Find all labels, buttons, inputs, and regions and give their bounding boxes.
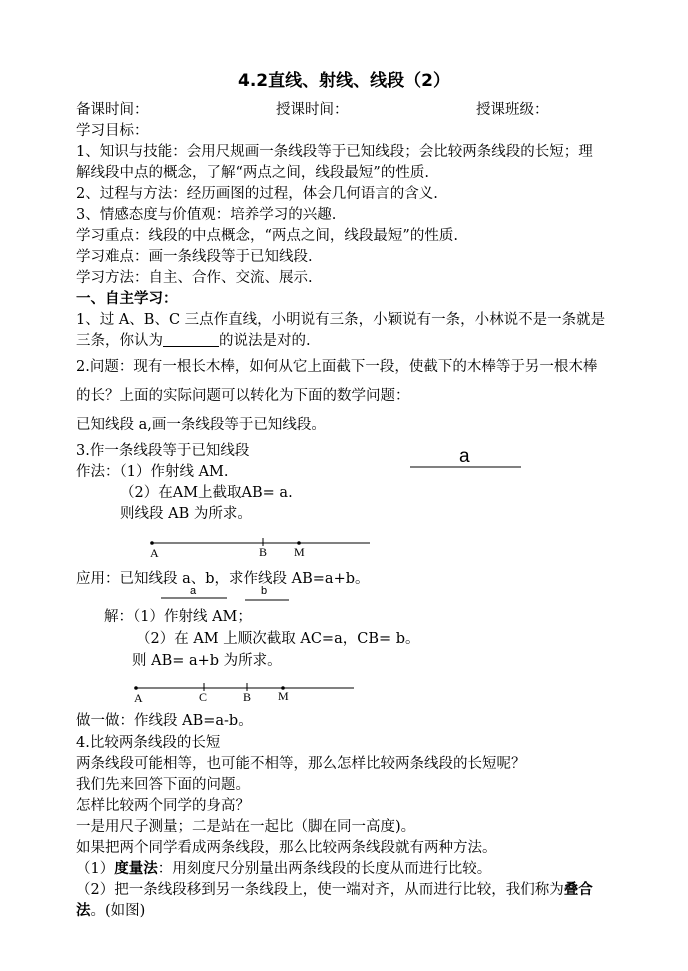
- method1-pre: （1）: [76, 861, 115, 877]
- method1-bold: 度量法: [114, 860, 158, 877]
- app-segment-b-label: b: [261, 585, 268, 597]
- question3-heading: 3.作一条线段等于已知线段: [76, 443, 250, 459]
- objective-1b: 解线段中点的概念，了解“两点之间，线段最短”的性质.: [76, 165, 429, 181]
- question4-line1: 两条线段可能相等，也可能不相等，那么怎样比较两条线段的长短呢？: [76, 756, 526, 772]
- method2-bold2: 法: [76, 902, 91, 919]
- difficulty: 学习难点：画一条线段等于已知线段.: [76, 249, 313, 265]
- method2-pre: （2）把一条线段移到另一条线段上，使一端对齐，从而进行比较，我们称为: [76, 882, 564, 898]
- fig1-label-m: M: [294, 545, 305, 559]
- question3-method: 作法：（1）作射线 AM.: [76, 464, 229, 480]
- question2-c: 已知线段 a,画一条线段等于已知线段。: [76, 417, 326, 433]
- segment-a-label: a: [459, 446, 470, 467]
- class-grade-label: 授课班级：: [476, 102, 549, 118]
- fig2-label-m: M: [278, 689, 289, 703]
- question2-b: 的长？上面的实际问题可以转化为下面的数学问题：: [76, 388, 410, 404]
- question2-a: 2.问题：现有一根长木棒，如何从它上面截下一段，使截下的木棒等于另一根木棒: [76, 359, 598, 375]
- objective-1a: 1、知识与技能：会用尺规画一条线段等于已知线段；会比较两条线段的长短；理: [76, 144, 593, 160]
- objective-3: 3、情感态度与价值观：培养学习的兴趣.: [76, 207, 337, 223]
- question3-result: 则线段 AB 为所求。: [120, 506, 252, 522]
- question1-b-post: 的说法是对的.: [219, 333, 311, 349]
- question4-heading: 4.比较两条线段的长短: [76, 735, 221, 751]
- prep-time-label: 备课时间：: [76, 102, 149, 118]
- question4-line3: 怎样比较两个同学的身高？: [76, 798, 250, 814]
- fig1-label-b: B: [259, 545, 268, 559]
- method1-post: ：用刻度尺分别量出两条线段的长度从而进行比较。: [157, 861, 492, 877]
- method2-bold: 叠合: [563, 881, 593, 898]
- class-time-label: 授课时间：: [276, 102, 349, 118]
- fig2-label-b: B: [243, 690, 252, 704]
- application: 应用：已知线段 a、b，求作线段 AB=a+b。: [76, 571, 370, 587]
- objective-2: 2、过程与方法：经历画图的过程，体会几何语言的含义.: [76, 186, 438, 202]
- section1-heading: 一、自主学习：: [76, 290, 178, 307]
- solution-2: （2）在 AM 上顺次截取 AC=a，CB= b。: [136, 631, 420, 647]
- fig2-label-a: A: [134, 691, 143, 705]
- solution-3: 则 AB= a+b 为所求。: [132, 653, 282, 669]
- question1-b-pre: 三条，你认为: [76, 333, 163, 349]
- point-a-dot: [150, 541, 154, 545]
- objectives-heading: 学习目标：: [76, 123, 149, 139]
- method2-post: 。(如图): [90, 903, 146, 919]
- key-point: 学习重点：线段的中点概念，“两点之间，线段最短”的性质.: [76, 228, 458, 244]
- method: 学习方法：自主、合作、交流、展示.: [76, 270, 313, 286]
- page-title: 4.2直线、射线、线段（2）: [238, 71, 450, 91]
- question4-line2: 我们先来回答下面的问题。: [76, 777, 250, 793]
- question3-step2: （2）在AM上截取AB= a.: [120, 485, 293, 501]
- question4-line5: 如果把两个同学看成两条线段，那么比较两条线段就有两种方法。: [76, 840, 497, 856]
- solution-1: 解：（1）作射线 AM；: [104, 609, 252, 625]
- fig2-point-a-dot: [134, 686, 138, 690]
- try-it: 做一做：作线段 AB=a-b。: [76, 713, 253, 729]
- fig2-label-c: C: [199, 690, 208, 704]
- fig1-label-a: A: [150, 546, 159, 560]
- app-segment-a-label: a: [190, 585, 197, 597]
- question1-a: 1、过 A、B、C 三点作直线，小明说有三条，小颖说有一条，小林说不是一条就是: [76, 312, 606, 328]
- question4-line4: 一是用尺子测量；二是站在一起比（脚在同一高度)。: [76, 819, 416, 835]
